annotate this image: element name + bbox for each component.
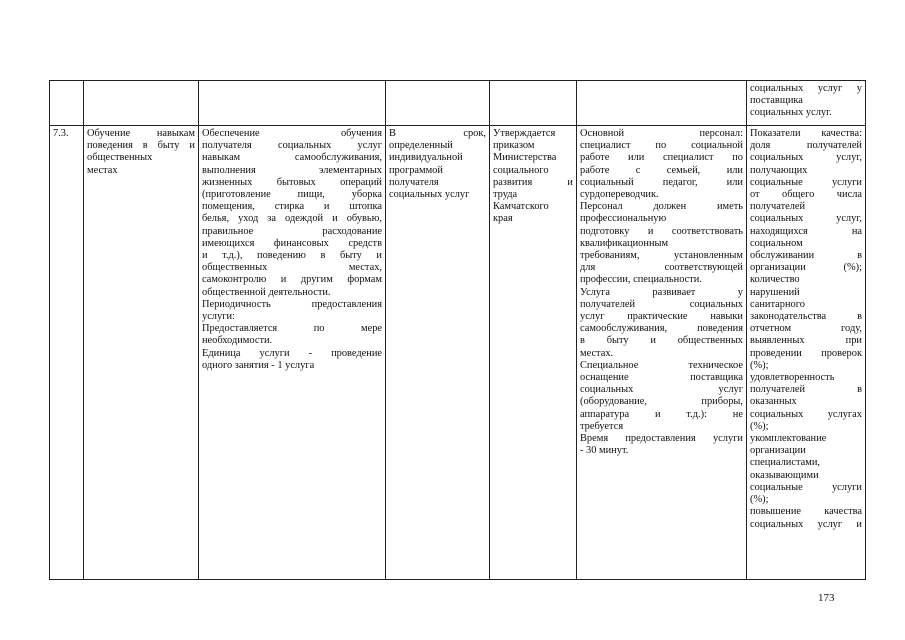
cell-service-empty [84,81,199,126]
text-line: специалистами, [750,457,820,469]
text-line: социальных услуг [580,384,743,396]
paragraph [580,287,743,360]
cell-approval-empty [490,81,577,126]
text-line: - 30 минут. [580,445,629,457]
text-line: Специальное техническое [580,359,743,371]
text-line: Время предоставления услуги [580,433,743,445]
paragraph [202,299,382,323]
text-line: труда [493,189,518,201]
cell-content-empty [199,81,386,126]
text-line: социальные услуги [750,176,862,188]
row-number: 7.3. [53,128,69,139]
text-line: необходимости. [202,335,273,347]
text-line: Показатели качества: [750,128,862,139]
cell-conditions [577,126,747,580]
text-line: края [493,213,513,225]
text-line: профессии, специальности. [580,274,702,286]
text-line: социальных услуг у [750,83,862,94]
text-line: проведении проверок [750,347,862,359]
text-line: оказывающими [750,469,819,481]
text-line: санитарного [750,298,805,310]
cell-approval [490,126,577,580]
paragraph [202,348,382,372]
cell-conditions-empty [577,81,747,126]
cell-quality-continuation [747,81,866,126]
text-line: находящихся на [750,225,862,237]
cell-row-number [50,126,84,580]
text-line: индивидуальной [389,152,463,164]
text-line: от общего числа [750,189,862,201]
text-line: (%); [750,494,769,506]
services-table [49,80,866,580]
paragraph [580,360,743,433]
text-line: Персонал должен иметь [580,201,743,213]
text-line: профессиональную [580,213,667,225]
text-line: аппаратура и т.д.): не [580,408,743,420]
text-line: общественных [87,152,153,164]
text-line: местах. [580,347,614,359]
text-line: (%); [750,359,769,371]
text-line: организации [750,445,806,457]
paragraph [202,128,382,299]
text-line: социального [493,164,549,176]
text-line: Периодичность предоставления [202,298,382,310]
text-line: имеющихся финансовых средств [202,237,382,249]
text-line: специалист по социальной [580,140,743,152]
text-line: выполнения элементарных [202,164,382,176]
text-line: подготовку и соответствовать [580,225,743,237]
text-line: получающих [750,164,808,176]
text-line: самообслуживания, поведения [580,323,743,335]
text-line: и т.д.), поведению в быту и [202,250,382,262]
text-line: социальных услугах [750,408,862,420]
text-line: оснащение поставщика [580,372,743,384]
text-line: для соответствующей [580,262,743,274]
text-line: оказанных [750,396,797,408]
text-line: жизненных бытовых операций [202,176,382,188]
paragraph [580,201,743,286]
text-line: получателей социальных [580,298,743,310]
text-line: получателя социальных услуг [202,140,382,152]
text-line: Обучение навыкам [87,128,195,139]
text-line: социальных услуг [389,189,470,201]
text-line: организации (%); [750,262,862,274]
text-line: социальных услуг. [750,107,832,119]
text-line: правильное расходование [202,225,382,237]
text-line: количество [750,274,800,286]
cell-term-empty [386,81,490,126]
text-line: определенный [389,140,453,152]
text-line: сурдопереводчик. [580,189,659,201]
text-line: отчетном году, [750,323,862,335]
text-line: Услуга развивает у [580,286,743,298]
text-line: помещения, стирка и штопка [202,201,382,213]
text-line: социальных услуг и [750,518,862,530]
text-line: поставщика [750,95,803,107]
page-number: 173 [818,592,835,604]
text-line: получателей в [750,384,862,396]
text-line: доля получателей [750,140,862,152]
cell-number-empty [50,81,84,126]
text-line: социальных услуг, [750,152,862,164]
text-line: работе или специалист по [580,152,743,164]
text-line: программой [389,164,443,176]
text-line: услуги: [202,311,235,323]
text-line: Обеспечение обучения [202,128,382,139]
cell-service-content [199,126,386,580]
cell-service-name [84,126,199,580]
text-line: работе с семьей, или [580,164,743,176]
text-line: Министерства [493,152,557,164]
text-line: социальные услуги [750,481,862,493]
text-line: (приготовление пищи, уборка [202,189,382,201]
text-line: Камчатского [493,201,549,213]
cell-service-term [386,126,490,580]
table-row-continuation [50,81,866,126]
text-line: законодательства в [750,311,862,323]
paragraph [580,128,743,201]
text-line: социальных услуг, [750,213,862,225]
cell-quality-indicators [747,126,866,580]
text-line: укомплектование [750,433,827,445]
text-line: квалификационным [580,237,669,249]
text-line: социальном [750,237,803,249]
paragraph [202,323,382,347]
text-line: нарушений [750,286,800,298]
text-line: выявленных при [750,335,862,347]
text-line: (%); [750,420,769,432]
text-line: общественной деятельности. [202,286,331,298]
text-line: получателей [750,201,806,213]
text-line: обслуживании в [750,250,862,262]
text-line: услуг практические навыки [580,311,743,323]
text-line: местах [87,164,118,176]
text-line: развития и [493,176,573,188]
text-line: повышение качества [750,506,862,518]
text-line: белья, уход за одеждой и обувью, [202,213,382,225]
text-line: удовлетворенность [750,372,835,384]
text-line: (оборудование, приборы, [580,396,743,408]
table-row-7-3 [50,126,866,580]
text-line: требованиям, установленным [580,250,743,262]
text-line: получателя [389,176,439,188]
text-line: самоконтролю и другим формам [202,274,382,286]
text-line: навыкам самообслуживания, [202,152,382,164]
text-line: поведения в быту и [87,140,195,152]
text-line: Предоставляется по мере [202,323,382,335]
paragraph [580,433,743,457]
text-line: в быту и общественных [580,335,743,347]
text-line: требуется [580,420,624,432]
text-line: одного занятия - 1 услуга [202,359,315,371]
text-line: приказом [493,140,535,152]
text-line: общественных местах, [202,262,382,274]
text-line: В срок, [389,128,486,139]
text-line: Основной персонал: [580,128,743,139]
text-line: Единица услуги - проведение [202,347,382,359]
text-line: Утверждается [493,128,556,139]
text-line: социальный педагог, или [580,176,743,188]
